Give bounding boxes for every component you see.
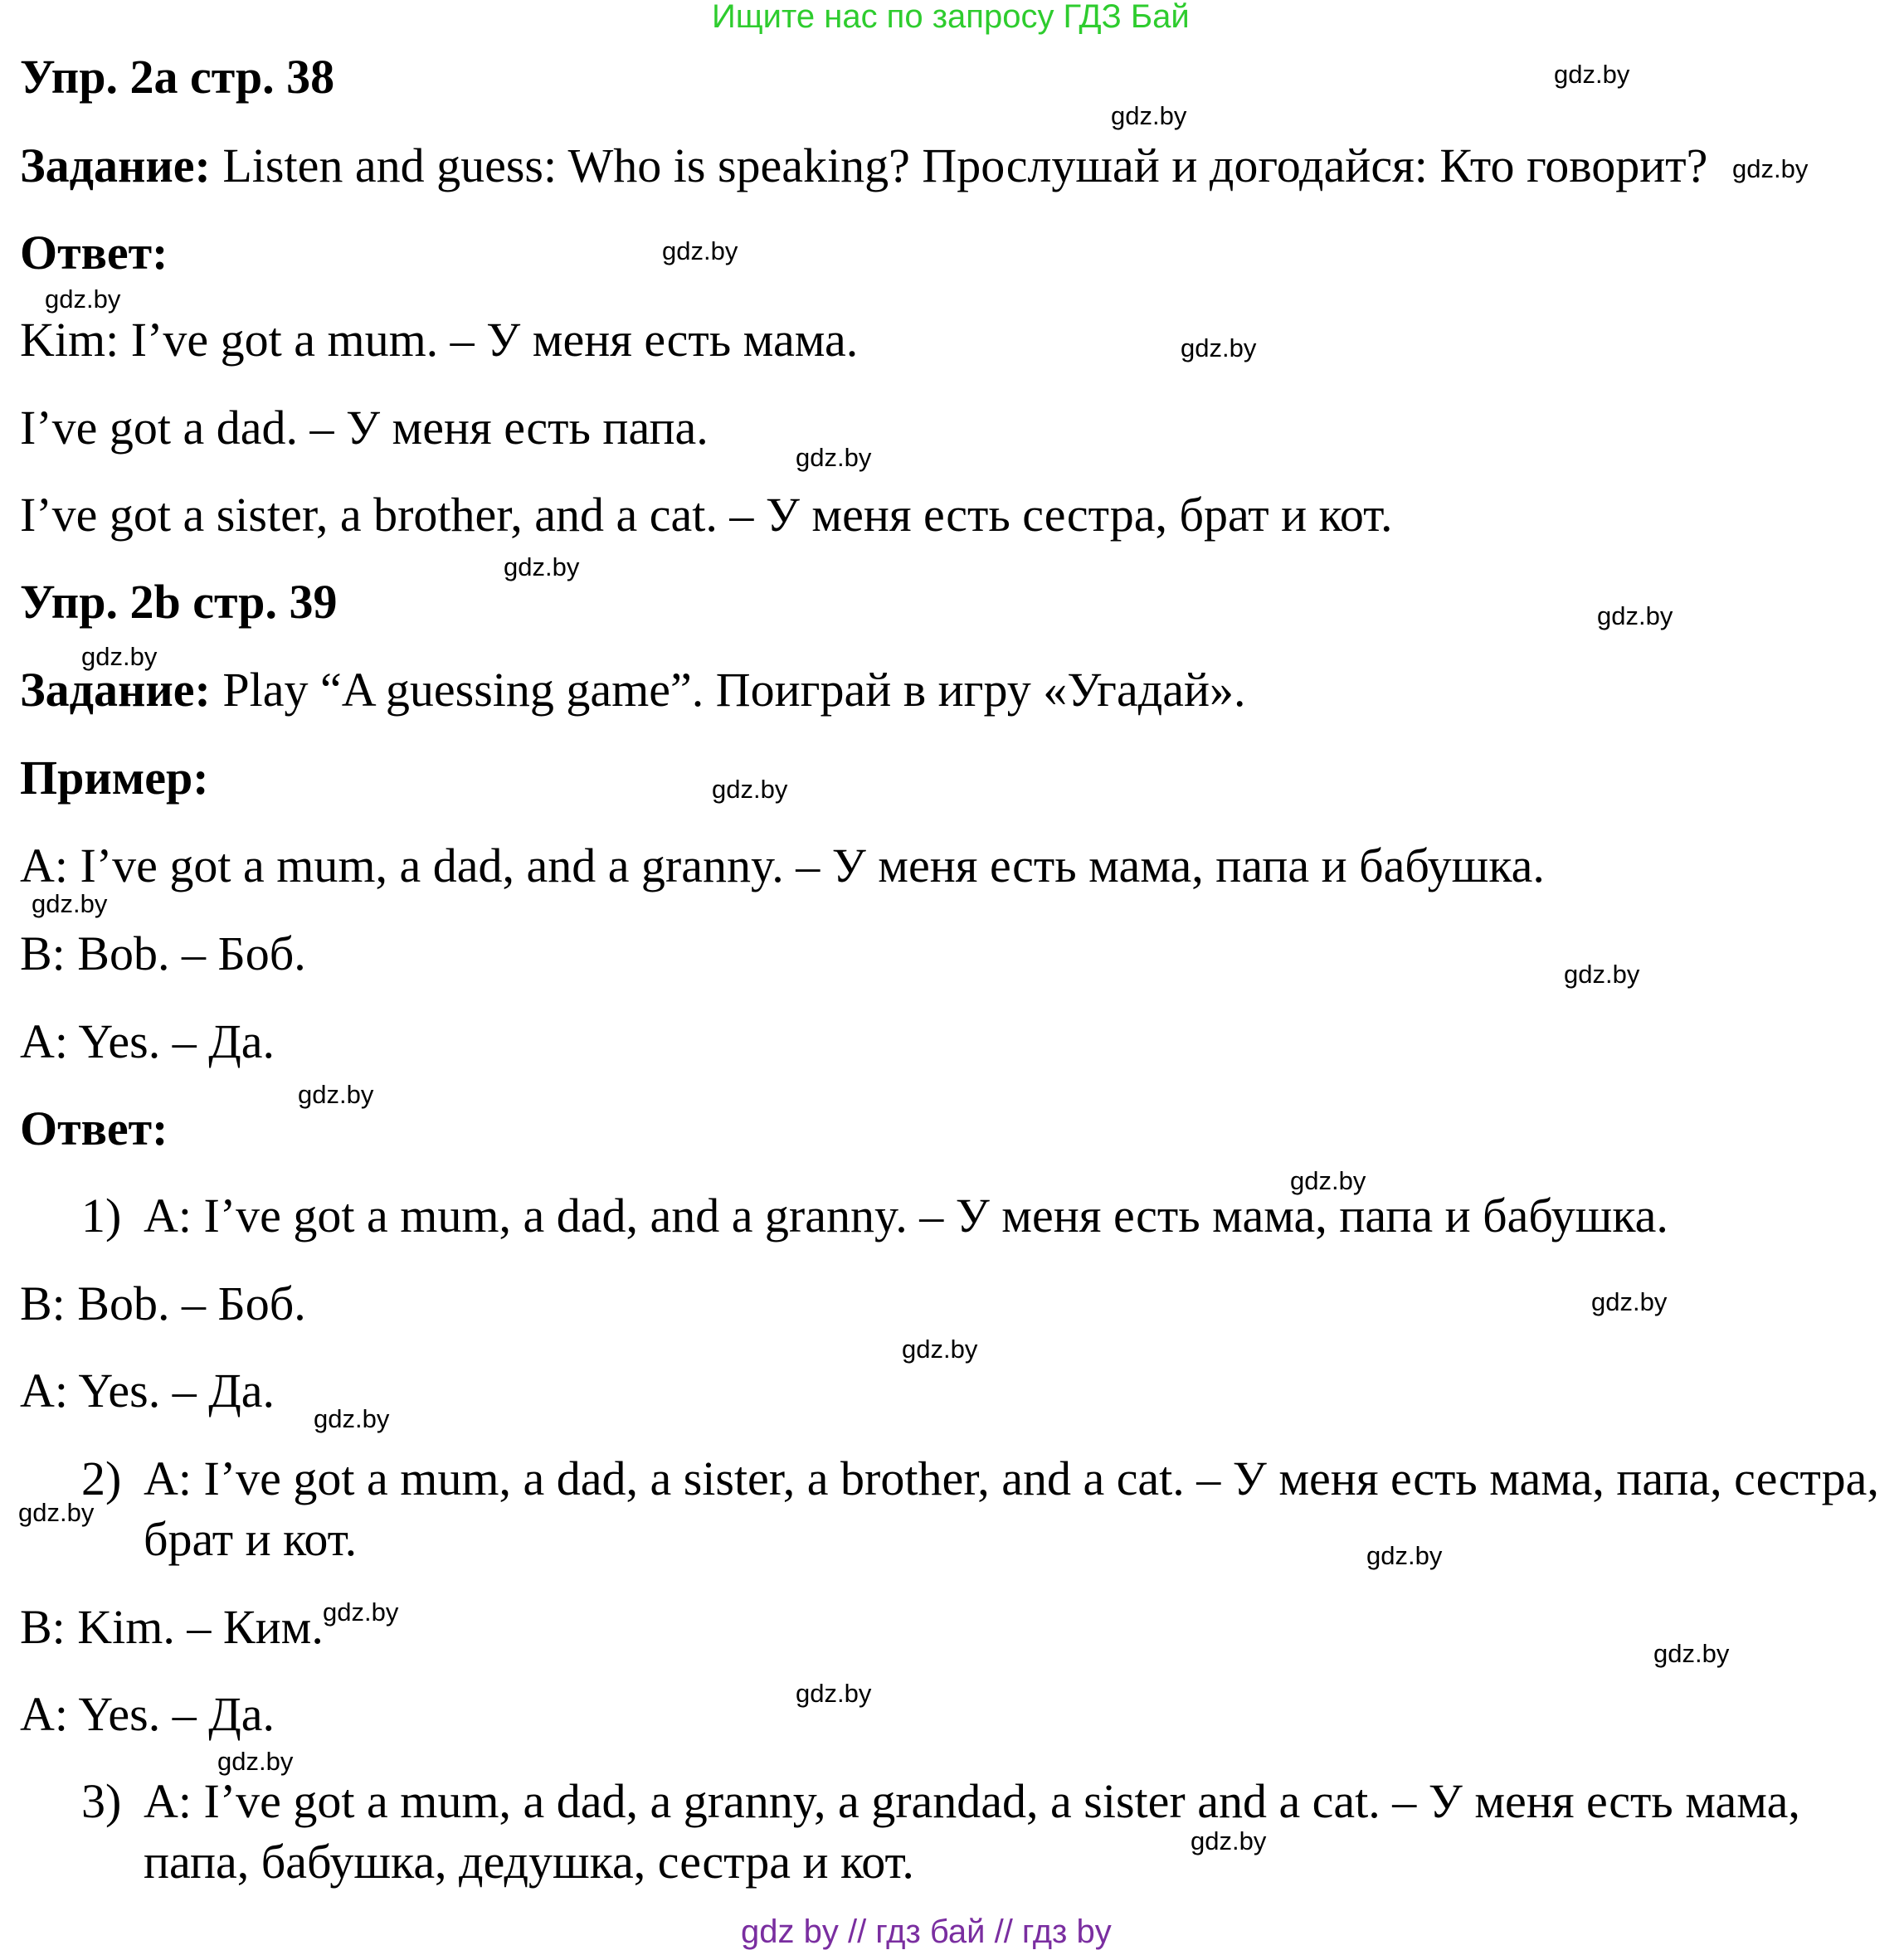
answer-a-line-cont: брат и кот. [144,1512,358,1566]
watermark: gdz.by [1290,1166,1366,1195]
watermark: gdz.by [45,284,121,314]
list-number: 2) [81,1452,122,1505]
watermark: gdz.by [1597,601,1673,630]
watermark: gdz.by [796,443,872,472]
footer-links[interactable]: gdz by // гдз бай // гдз by [741,1914,1112,1950]
watermark: gdz.by [712,775,788,804]
watermark: gdz.by [1564,960,1640,989]
watermark: gdz.by [1111,101,1187,130]
watermark: gdz.by [1554,60,1630,89]
list-number: 3) [81,1774,122,1828]
answer-line: I’ve got a sister, a brother, and a cat. – У меня есть сестра, брат и кот. [20,488,1393,542]
answer-a-line: A: I’ve got a mum, a dad, and a granny. – У меня есть мама, папа и бабушка. [144,1189,1668,1242]
watermark: gdz.by [1366,1541,1443,1570]
answer-a-line: A: I’ve got a mum, a dad, a sister, a brother, and a cat. – У меня есть мама, папа, сестра, [144,1452,1879,1505]
answer-b-line: B: Bob. – Боб. [20,1276,306,1330]
watermark: gdz.by [1181,333,1257,362]
watermark: gdz.by [18,1498,95,1527]
task-text: Listen and guess: Who is speaking? Прослушай и догодайся: Кто говорит? [222,139,1708,192]
watermark: gdz.by [1732,154,1809,183]
watermark: gdz.by [902,1335,978,1364]
watermark: gdz.by [298,1080,374,1109]
exercise-2b-task [20,663,1246,717]
example-line: A: I’ve got a mum, a dad, and a granny. – У меня есть мама, папа и бабушка. [20,839,1545,892]
exercise-2b-heading: Упр. 2b стр. 39 [20,575,338,629]
watermark: gdz.by [32,889,108,918]
watermark: gdz.by [504,552,580,581]
task-label: Задание: [20,663,211,717]
list-number: 1) [81,1189,122,1242]
answer-b-line: B: Kim. – Ким. [20,1600,324,1654]
exercise-2b-answer-label: Ответ: [20,1101,168,1155]
answer-a-line-cont: папа, бабушка, дедушка, сестра и кот. [144,1835,914,1889]
search-banner[interactable]: Ищите нас по запросу ГДЗ Бай [712,0,1190,35]
watermark: gdz.by [314,1404,390,1433]
exercise-2a-task [20,139,1708,192]
answer-line: Kim: I’ve got a mum. – У меня есть мама. [20,313,859,367]
watermark: gdz.by [1191,1826,1267,1855]
answer-a-line: A: I’ve got a mum, a dad, a granny, a grandad, a sister and a cat. – У меня есть мама, [144,1774,1800,1828]
watermark: gdz.by [323,1597,399,1627]
example-label: Пример: [20,751,209,805]
answer-line: I’ve got a dad. – У меня есть папа. [20,401,709,455]
exercise-2a-heading: Упр. 2a стр. 38 [20,50,335,104]
exercise-2a-answer-label: Ответ: [20,226,168,280]
watermark: gdz.by [81,642,158,671]
example-line: A: Yes. – Да. [20,1014,275,1068]
watermark: gdz.by [796,1679,872,1708]
task-label: Задание: [20,139,211,192]
watermark: gdz.by [1591,1287,1668,1316]
answer-yes-line: A: Yes. – Да. [20,1364,275,1418]
example-line: B: Bob. – Боб. [20,926,306,980]
watermark: gdz.by [1653,1639,1730,1668]
watermark: gdz.by [217,1747,294,1776]
answer-yes-line: A: Yes. – Да. [20,1687,275,1741]
watermark: gdz.by [662,236,738,265]
task-text: Play “A guessing game”. Поиграй в игру «Угадай». [222,663,1246,717]
